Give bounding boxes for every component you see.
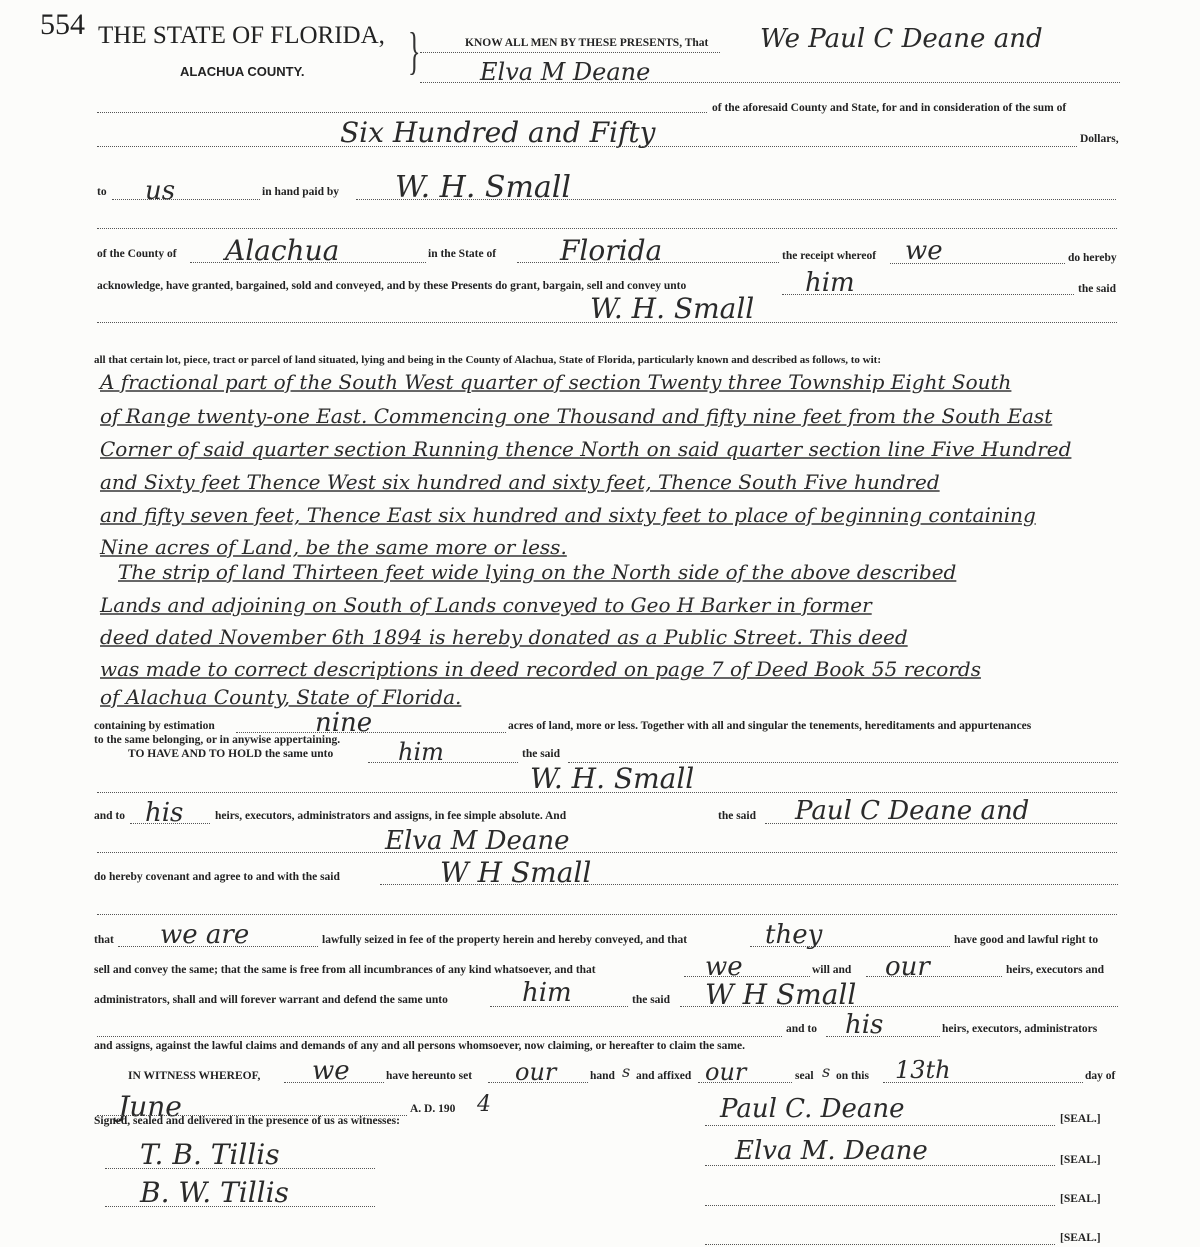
signature: Elva M. Deane	[735, 1136, 928, 1166]
day-of-label: day of	[1085, 1070, 1116, 1082]
rule	[130, 823, 210, 824]
rule	[488, 1082, 588, 1083]
rule	[517, 262, 779, 263]
rule	[866, 976, 1002, 977]
set-text: have hereunto set	[386, 1070, 473, 1082]
seal-label: [SEAL.]	[1060, 1154, 1101, 1166]
description-line: and fifty seven feet, Thence East six hundred and sixty feet to place of beginning containing	[100, 503, 1036, 527]
assigns-text: and assigns, against the lawful claims and demands of any and all persons whomsoever, now claiming, or hereafter to claim the same.	[94, 1040, 745, 1052]
state-value: Florida	[560, 234, 663, 267]
description-line: Corner of said quarter section Running thence North on said quarter section line Five Hundred	[100, 437, 1072, 461]
our-2-value: our	[705, 1058, 747, 1086]
habendum-the-said-2: the said	[718, 810, 757, 822]
rule	[284, 1082, 384, 1083]
paid-by-value: W. H. Small	[395, 170, 571, 205]
rule	[97, 1036, 782, 1037]
his-value: his	[845, 1010, 884, 1040]
that-label: that	[94, 934, 114, 946]
county-heading: ALACHUA COUNTY.	[180, 64, 305, 79]
witness-who: we	[312, 1056, 350, 1086]
rule	[118, 946, 318, 947]
admin-value: him	[522, 978, 572, 1008]
witness-signature: B. W. Tillis	[140, 1176, 289, 1209]
acreage-value: nine	[315, 708, 373, 738]
rule	[112, 199, 260, 200]
habendum-grantor2: Elva M Deane	[385, 826, 570, 856]
rule	[782, 294, 1074, 295]
description-line: of Range twenty-one East. Commencing one Thousand and fifty nine feet from the South East	[100, 404, 1053, 428]
rule	[105, 1168, 375, 1169]
sell-text: sell and convey the same; that the same is free from all incumbrances of any kind whatsoever, and that	[94, 964, 596, 976]
seal-s: s	[822, 1062, 831, 1081]
paid-by-label: in hand paid by	[262, 186, 340, 198]
rule	[236, 732, 506, 733]
signed-text: Signed, sealed and delivered in the presence of us as witnesses:	[94, 1115, 400, 1127]
rule	[765, 823, 1117, 824]
month-value: June	[118, 1090, 182, 1123]
to-value: us	[145, 176, 176, 206]
sell-value: we	[705, 952, 743, 982]
seized-text: lawfully seized in fee of the property herein and hereby conveyed, and that	[322, 934, 688, 946]
rule	[420, 82, 1120, 83]
rule	[97, 112, 707, 113]
description-line: deed dated November 6th 1894 is hereby donated as a Public Street. This deed	[100, 625, 908, 649]
description-line: A fractional part of the South West quarter of section Twenty three Township Eight South	[100, 370, 1012, 394]
grant-unto-value: him	[805, 268, 855, 298]
rule	[705, 1244, 1055, 1245]
consideration-text: of the aforesaid County and State, for and in consideration of the sum of	[712, 102, 1067, 114]
and-to-label-2: and to	[786, 1023, 817, 1035]
rule	[97, 322, 1117, 323]
receipt-label: the receipt whereof	[782, 250, 877, 262]
year-digit: 4	[477, 1092, 491, 1117]
seal-label: seal	[795, 1070, 814, 1082]
county-label: of the County of	[97, 248, 177, 260]
rule	[883, 1082, 1083, 1083]
description-line: and Sixty feet Thence West six hundred and sixty feet, Thence South Five hundred	[100, 470, 940, 494]
rule	[750, 946, 950, 947]
habendum-the-said: the said	[522, 748, 561, 760]
rule	[680, 1006, 1118, 1007]
receipt-value: we	[905, 236, 943, 266]
state-heading: THE STATE OF FLORIDA,	[98, 22, 385, 49]
witness-signature: T. B. Tillis	[140, 1138, 280, 1171]
grantors-line2: Elva M Deane	[480, 58, 651, 86]
page-number: 554	[40, 8, 85, 41]
habendum-grantor1: Paul C Deane and	[795, 796, 1030, 826]
that-value: we are	[160, 920, 250, 950]
will-and-label: will and	[812, 964, 852, 976]
seal-label: [SEAL.]	[1060, 1193, 1101, 1205]
rule	[97, 146, 1077, 147]
heirs-executors-label: heirs, executors and	[1006, 964, 1105, 976]
grantee-name: W. H. Small	[590, 292, 755, 325]
they-value: they	[765, 920, 823, 950]
land-intro: all that certain lot, piece, tract or parcel of land situated, lying and being in the County of Alachua, State of Florida, particularly known and described as follows, to wit:	[94, 354, 882, 366]
description-line: of Alachua County, State of Florida.	[100, 685, 462, 709]
rule	[190, 262, 426, 263]
rule	[826, 1036, 940, 1037]
description-line: Nine acres of Land, be the same more or less.	[100, 535, 567, 559]
rule	[97, 914, 1117, 915]
habendum-value: him	[398, 738, 444, 766]
rule	[97, 792, 1117, 793]
covenant-value: W H Small	[440, 856, 592, 889]
rule	[490, 1006, 628, 1007]
heirs-executors-admin: heirs, executors, administrators	[942, 1023, 1098, 1035]
witness-label: IN WITNESS WHEREOF,	[128, 1070, 261, 1082]
signature: Paul C. Deane	[720, 1094, 905, 1124]
rule	[356, 199, 1116, 200]
rule	[97, 852, 1117, 853]
rule	[705, 1165, 1055, 1166]
consideration-amount: Six Hundred and Fifty	[340, 116, 656, 149]
brace-glyph: }	[408, 23, 421, 80]
admin-grantee: W H Small	[705, 978, 857, 1011]
county-value: Alachua	[225, 234, 340, 267]
know-all-men-text: KNOW ALL MEN BY THESE PRESENTS, That	[465, 37, 709, 49]
habendum-label: TO HAVE AND TO HOLD the same unto	[128, 748, 334, 760]
heirs-text: heirs, executors, administrators and assigns, in fee simple absolute. And	[215, 810, 567, 822]
hand-label: hand	[590, 1070, 615, 1082]
covenant-label: do hereby covenant and agree to and with the said	[94, 871, 340, 883]
habendum-grantee: W. H. Small	[530, 762, 695, 795]
acreage-text: acres of land, more or less. Together with all and singular the tenements, hereditaments and appurtenances	[508, 720, 1032, 732]
grant-text: acknowledge, have granted, bargained, sold and conveyed, and by these Presents do grant, bargain, sell and convey unto	[97, 280, 687, 292]
description-line: Lands and adjoining on South of Lands conveyed to Geo H Barker in former	[100, 593, 872, 617]
day-value: 13th	[895, 1056, 951, 1084]
our-value: our	[885, 952, 930, 982]
rule	[380, 884, 1118, 885]
hereby-label: do hereby	[1068, 252, 1117, 264]
to-label: to	[97, 186, 107, 198]
rule	[705, 1125, 1055, 1126]
rule	[705, 1205, 1055, 1206]
our-1-value: our	[515, 1058, 557, 1086]
right-text: have good and lawful right to	[954, 934, 1099, 946]
state-label: in the State of	[428, 248, 497, 260]
rule	[890, 263, 1065, 264]
description-line: The strip of land Thirteen feet wide lying on the North side of the above described	[118, 560, 957, 584]
acreage-label: containing by estimation	[94, 720, 215, 732]
dollars-label: Dollars,	[1080, 133, 1119, 145]
admin-text: administrators, shall and will forever warrant and defend the same unto	[94, 994, 448, 1006]
description-line: was made to correct descriptions in deed recorded on page 7 of Deed Book 55 records	[100, 657, 981, 681]
grantors-line1: We Paul C Deane and	[760, 24, 1043, 54]
hand-s: s	[622, 1062, 631, 1081]
rule	[105, 1206, 375, 1207]
rule	[420, 52, 720, 53]
acreage-text-2: to the same belonging, or in anywise appertaining.	[94, 734, 341, 746]
the-said-label: the said	[1078, 283, 1117, 295]
admin-the-said: the said	[632, 994, 671, 1006]
rule	[368, 762, 518, 763]
ad-label: A. D. 190	[410, 1103, 456, 1115]
and-to-label: and to	[94, 810, 125, 822]
rule	[97, 228, 1117, 229]
on-this-label: on this	[836, 1070, 869, 1082]
rule	[684, 976, 810, 977]
seal-label: [SEAL.]	[1060, 1232, 1101, 1244]
affixed-label: and affixed	[636, 1070, 692, 1082]
rule	[698, 1082, 792, 1083]
seal-label: [SEAL.]	[1060, 1113, 1101, 1125]
heirs-value: his	[145, 798, 184, 828]
